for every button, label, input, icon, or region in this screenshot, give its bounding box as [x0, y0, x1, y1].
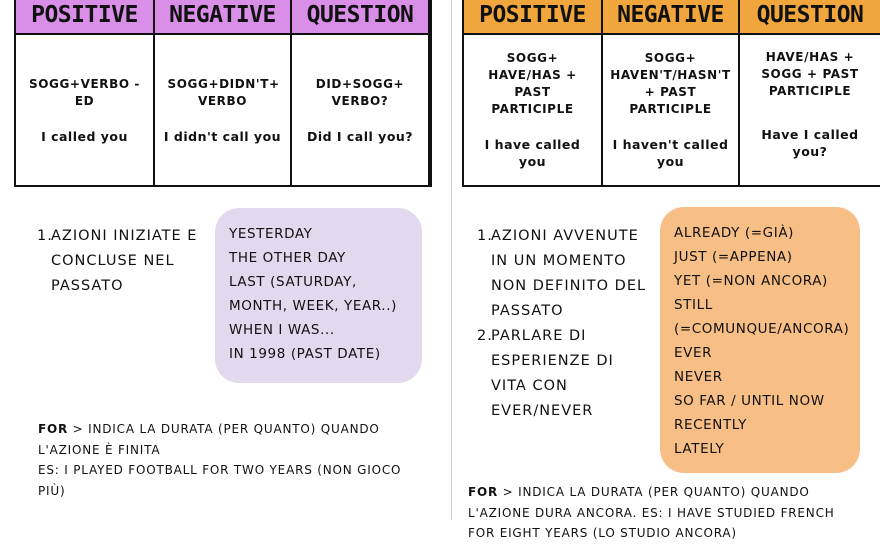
time-expression: THE OTHER DAY [229, 250, 346, 266]
note-keyword: FOR [468, 485, 499, 499]
usage-line: CONCLUSE NEL [51, 253, 175, 269]
formula: SOGG+ HAVE/HAS + PAST PARTICIPLE [488, 51, 577, 116]
note-keyword: FOR [38, 422, 69, 436]
note-line: L'AZIONE DURA ANCORA. ES: I HAVE STUDIED FRENCH [468, 505, 835, 520]
usage-line: IN UN MOMENTO [491, 253, 627, 269]
header-negative: NEGATIVE [603, 0, 738, 35]
note-line: ES: I PLAYED FOOTBALL FOR TWO YEARS (NON GIOCO [38, 463, 402, 477]
signal-word: ALREADY (=GIÀ) [674, 225, 795, 241]
item-number: 1. [37, 228, 53, 244]
time-expression: WHEN I WAS... [229, 322, 335, 338]
note-line: L'AZIONE È FINITA [38, 442, 161, 457]
example: I haven't called you [612, 137, 729, 169]
usage-line: NON DEFINITO DEL [491, 278, 647, 294]
formula: DID+SOGG+ VERBO? [315, 76, 405, 108]
usage-line: PASSATO [51, 278, 124, 294]
cell-question [292, 35, 428, 185]
time-expression: YESTERDAY [229, 226, 313, 242]
usage-item [477, 324, 646, 424]
note-line: > INDICA LA DURATA (PER QUANTO) QUANDO [72, 422, 380, 436]
header-question: QUESTION [740, 0, 880, 35]
signal-word: STILL [674, 297, 713, 313]
left-usage-list [37, 224, 197, 299]
present-perfect-table [462, 0, 880, 187]
column-divider [451, 0, 452, 520]
usage-item [37, 224, 197, 299]
signal-word: LATELY [674, 441, 725, 457]
example: I didn't call you [163, 128, 282, 144]
usage-line: AZIONI INIZIATE E [51, 228, 198, 244]
signal-word: (=COMUNQUE/ANCORA) [674, 321, 850, 337]
signal-word: SO FAR / UNTIL NOW [674, 393, 825, 409]
note-line: > INDICA LA DURATA (PER QUANTO) QUANDO [502, 485, 810, 499]
time-expression: LAST (SATURDAY, [229, 274, 357, 290]
signal-word: NEVER [674, 369, 723, 385]
usage-line: AZIONI AVVENUTE [491, 228, 639, 244]
usage-item [477, 224, 646, 324]
header-negative: NEGATIVE [155, 0, 290, 35]
formula: HAVE/HAS + SOGG + PAST PARTICIPLE [761, 50, 859, 98]
cell-negative [155, 35, 290, 185]
example: I called you [41, 128, 128, 144]
cell-negative [603, 35, 738, 185]
item-number: 1. [477, 228, 493, 244]
signal-word: YET (=NON ANCORA) [674, 273, 828, 289]
example: I have called you [484, 137, 581, 169]
signal-word: JUST (=APPENA) [674, 249, 793, 265]
usage-line: ESPERIENZE DI [491, 353, 614, 369]
header-positive: POSITIVE [16, 0, 153, 35]
example: Did I call you? [306, 128, 414, 144]
item-number: 2. [477, 328, 493, 344]
note-line: FOR EIGHT YEARS (LO STUDIO ANCORA) [468, 526, 737, 540]
cell-positive [464, 35, 601, 185]
time-expression: MONTH, WEEK, YEAR..) [229, 298, 397, 314]
signal-words-box [660, 207, 860, 473]
usage-line: VITA CON [491, 378, 568, 394]
signal-word: EVER [674, 345, 713, 361]
formula: SOGG+DIDN'T+ VERBO [167, 76, 280, 108]
note-line: PIÙ) [38, 483, 66, 498]
simple-past-table [14, 0, 432, 187]
header-positive: POSITIVE [464, 0, 601, 35]
for-note-right [468, 482, 878, 544]
usage-line: PASSATO [491, 303, 564, 319]
formula: SOGG+ HAVEN'T/HASN'T + PAST PARTICIPLE [610, 51, 731, 116]
usage-line: EVER/NEVER [491, 403, 594, 419]
cell-positive [16, 35, 153, 185]
signal-word: RECENTLY [674, 417, 747, 433]
time-expression: IN 1998 (PAST DATE) [229, 346, 381, 362]
usage-line: PARLARE DI [491, 328, 587, 344]
for-note-left [38, 419, 438, 501]
cell-question [740, 35, 880, 185]
example: Have I called you? [761, 127, 859, 159]
right-usage-list [477, 224, 646, 424]
header-question: QUESTION [292, 0, 428, 35]
time-expressions-box [215, 208, 422, 383]
formula: SOGG+VERBO -ED [28, 76, 141, 108]
